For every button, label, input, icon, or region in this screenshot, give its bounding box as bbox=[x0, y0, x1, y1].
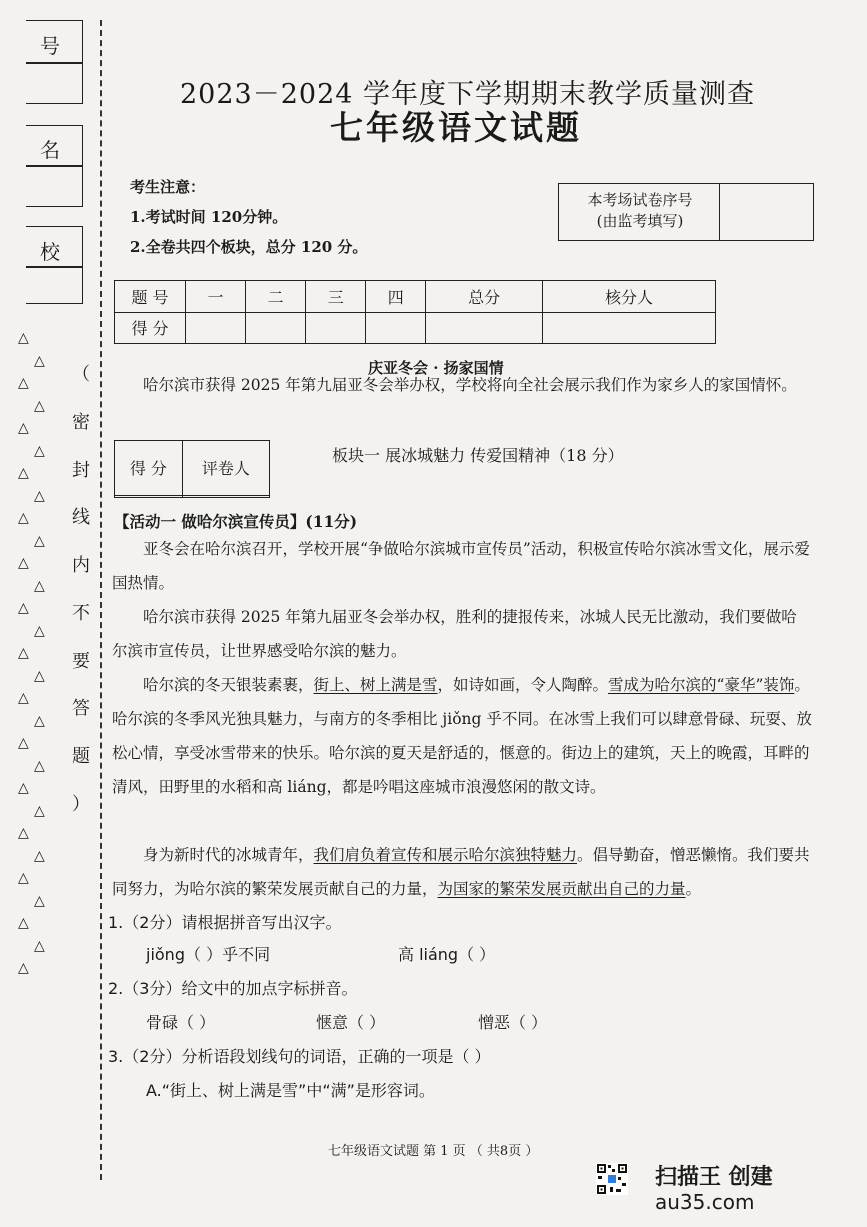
page-footer: 七年级语文试题 第 1 页 （ 共8页 ） bbox=[328, 1144, 539, 1159]
exam-subtitle: 七年级语文试题 bbox=[330, 108, 582, 147]
triangle-mark: △ bbox=[34, 442, 45, 459]
triangle-mark: △ bbox=[34, 802, 45, 819]
seal-char: 要 bbox=[72, 650, 90, 672]
triangle-mark: △ bbox=[34, 937, 45, 954]
triangle-mark: △ bbox=[18, 600, 29, 616]
triangle-mark: △ bbox=[34, 622, 45, 639]
triangle-mark: △ bbox=[34, 397, 45, 414]
question-1: 1.（2分）请根据拼音写出汉字。 bbox=[108, 913, 342, 932]
score-cell[interactable] bbox=[426, 312, 543, 344]
question-2: 2.（3分）给文中的加点字标拼音。 bbox=[108, 979, 358, 998]
student-number-answer-box bbox=[26, 62, 83, 104]
seal-char: 线 bbox=[72, 507, 90, 529]
q3-option-a[interactable]: A.“街上、树上满是雪”中“满”是形容词。 bbox=[146, 1081, 435, 1100]
triangle-mark: △ bbox=[18, 960, 29, 976]
score-table-header: 题 号 bbox=[115, 281, 186, 313]
underlined-phrase: 雪成为哈尔滨的“豪华”装饰 bbox=[608, 676, 795, 694]
grader-name-cell[interactable] bbox=[182, 495, 269, 497]
seat-sequence-field[interactable] bbox=[719, 184, 813, 240]
q2-answer-blank[interactable]: 憎恶（ ） bbox=[478, 1013, 548, 1032]
score-cell[interactable] bbox=[246, 312, 306, 344]
scanner-site-watermark: au35.com bbox=[655, 1190, 755, 1214]
score-table-header: 四 bbox=[366, 281, 426, 313]
triangle-mark: △ bbox=[34, 577, 45, 594]
question-3: 3.（2分）分析语段划线句的词语，正确的一项是（ ） bbox=[108, 1047, 491, 1066]
grader-table bbox=[114, 440, 270, 498]
school-answer-box bbox=[26, 266, 83, 304]
section-intro: 哈尔滨市获得 2025 年第九届亚冬会举办权，学校将向全社会展示我们作为家乡人的家国情怀。 bbox=[143, 376, 797, 394]
score-table-header: 一 bbox=[186, 281, 246, 313]
triangle-mark: △ bbox=[34, 352, 45, 369]
section-title: 庆亚冬会 · 扬家国情 bbox=[368, 359, 504, 377]
score-table bbox=[114, 280, 716, 344]
seal-char: 答 bbox=[72, 698, 90, 720]
triangle-mark: △ bbox=[34, 847, 45, 864]
school-label: 校 bbox=[40, 240, 60, 264]
score-cell[interactable] bbox=[542, 312, 715, 344]
seat-sequence-label: 本考场试卷序号 (由监考填写) bbox=[587, 191, 693, 230]
score-table-row bbox=[115, 312, 716, 344]
seal-char: ） bbox=[72, 794, 90, 815]
triangle-mark: △ bbox=[18, 420, 29, 436]
underlined-phrase: 为国家的繁荣发展贡献出自己的力量 bbox=[437, 880, 686, 898]
passage-paragraph: 亚冬会在哈尔滨召开，学校开展“争做哈尔滨城市宣传员”活动，积极宣传哈尔滨冰雪文化，展示爱国热情。 bbox=[112, 540, 810, 592]
triangle-mark: △ bbox=[18, 690, 29, 706]
activity-title: 【活动一 做哈尔滨宣传员】(11分) bbox=[114, 512, 358, 531]
triangle-mark: △ bbox=[34, 532, 45, 549]
grader-table-header: 评卷人 bbox=[182, 441, 269, 496]
name-label: 名 bbox=[40, 138, 60, 162]
triangle-mark: △ bbox=[18, 555, 29, 571]
triangle-mark: △ bbox=[18, 510, 29, 526]
notice-item: 2.全卷共四个板块，总分 120 分。 bbox=[130, 238, 368, 256]
triangle-mark: △ bbox=[18, 465, 29, 481]
seal-char: 题 bbox=[72, 746, 90, 768]
underlined-phrase: 我们肩负着宣传和展示哈尔滨独特魅力 bbox=[313, 846, 578, 864]
notice-item: 1.考试时间 120分钟。 bbox=[130, 208, 288, 226]
seat-sequence-box bbox=[558, 183, 814, 241]
q2-answer-blank[interactable]: 骨碌（ ） bbox=[146, 1013, 216, 1032]
seal-char: 内 bbox=[72, 555, 90, 577]
notice-heading: 考生注意： bbox=[130, 178, 206, 196]
triangle-mark: △ bbox=[18, 645, 29, 661]
score-table-header: 总分 bbox=[426, 281, 543, 313]
binding-dashed-line bbox=[100, 20, 102, 1180]
triangle-mark: △ bbox=[18, 915, 29, 931]
triangle-mark: △ bbox=[18, 735, 29, 751]
passage-paragraph: 哈尔滨市获得 2025 年第九届亚冬会举办权，胜利的捷报传来，冰城人民无比激动，我们要做哈尔滨市宣传员，让世界感受哈尔滨的魅力。 bbox=[112, 608, 797, 660]
triangle-mark: △ bbox=[34, 487, 45, 504]
triangle-mark: △ bbox=[18, 780, 29, 796]
score-table-header: 核分人 bbox=[542, 281, 715, 313]
seal-char: 封 bbox=[72, 459, 90, 481]
passage-paragraph: 身为新时代的冰城青年，我们肩负着宣传和展示哈尔滨独特魅力。倡导勤奋，憎恶懒惰。我们要共同努力，为哈尔滨的繁荣发展贡献自己的力量，为国家的繁荣发展贡献出自己的力量。 bbox=[112, 846, 810, 898]
underlined-phrase: 街上、树上满是雪 bbox=[313, 676, 438, 694]
score-table-header: 三 bbox=[306, 281, 366, 313]
q1-answer-blank[interactable]: jiǒng（ ）乎不同 bbox=[146, 945, 271, 964]
score-row-label: 得 分 bbox=[115, 312, 186, 344]
grader-table-header: 得 分 bbox=[115, 441, 183, 496]
q1-answer-blank[interactable]: 高 liáng（ ） bbox=[398, 945, 496, 964]
score-cell[interactable] bbox=[186, 312, 246, 344]
score-table-header: 二 bbox=[246, 281, 306, 313]
exam-title: 2023－2024 学年度下学期期末教学质量测查 bbox=[180, 79, 756, 110]
name-answer-box bbox=[26, 165, 83, 207]
score-cell[interactable] bbox=[366, 312, 426, 344]
triangle-mark: △ bbox=[34, 712, 45, 729]
score-cell[interactable] bbox=[306, 312, 366, 344]
triangle-mark: △ bbox=[34, 757, 45, 774]
passage-paragraph: 哈尔滨的冬天银装素裹，街上、树上满是雪，如诗如画，令人陶醉。雪成为哈尔滨的“豪华”装饰。哈尔滨的冬季风光独具魅力，与南方的冬季相比 jiǒng 乎不同。在冰雪上我们可以肆意骨碌、玩耍、放松心情，享受冰雪带来的快乐。哈尔滨的夏天是舒适的，惬意的。街边上的建筑，天上的晚霞，耳畔的清风，田野里的水稻和高 liáng，都是吟唱这座城市浪漫悠闲的散文诗。 bbox=[112, 676, 812, 796]
block-title: 板块一 展冰城魅力 传爱国精神（18 分） bbox=[332, 446, 624, 465]
triangle-mark: △ bbox=[34, 892, 45, 909]
triangle-mark: △ bbox=[18, 330, 29, 346]
seal-char: 不 bbox=[72, 602, 90, 624]
qr-code-icon bbox=[596, 1163, 628, 1195]
student-number-label: 号 bbox=[40, 34, 60, 58]
seal-char: （ bbox=[72, 364, 90, 385]
triangle-mark: △ bbox=[18, 825, 29, 841]
scanner-brand-watermark: 扫描王 创建 bbox=[655, 1165, 773, 1190]
triangle-mark: △ bbox=[18, 870, 29, 886]
score-table-header-row bbox=[115, 281, 716, 313]
triangle-mark: △ bbox=[18, 375, 29, 391]
grader-score-cell[interactable] bbox=[115, 495, 183, 497]
q2-answer-blank[interactable]: 惬意（ ） bbox=[316, 1013, 386, 1032]
triangle-mark: △ bbox=[34, 667, 45, 684]
seal-char: 密 bbox=[72, 411, 90, 433]
